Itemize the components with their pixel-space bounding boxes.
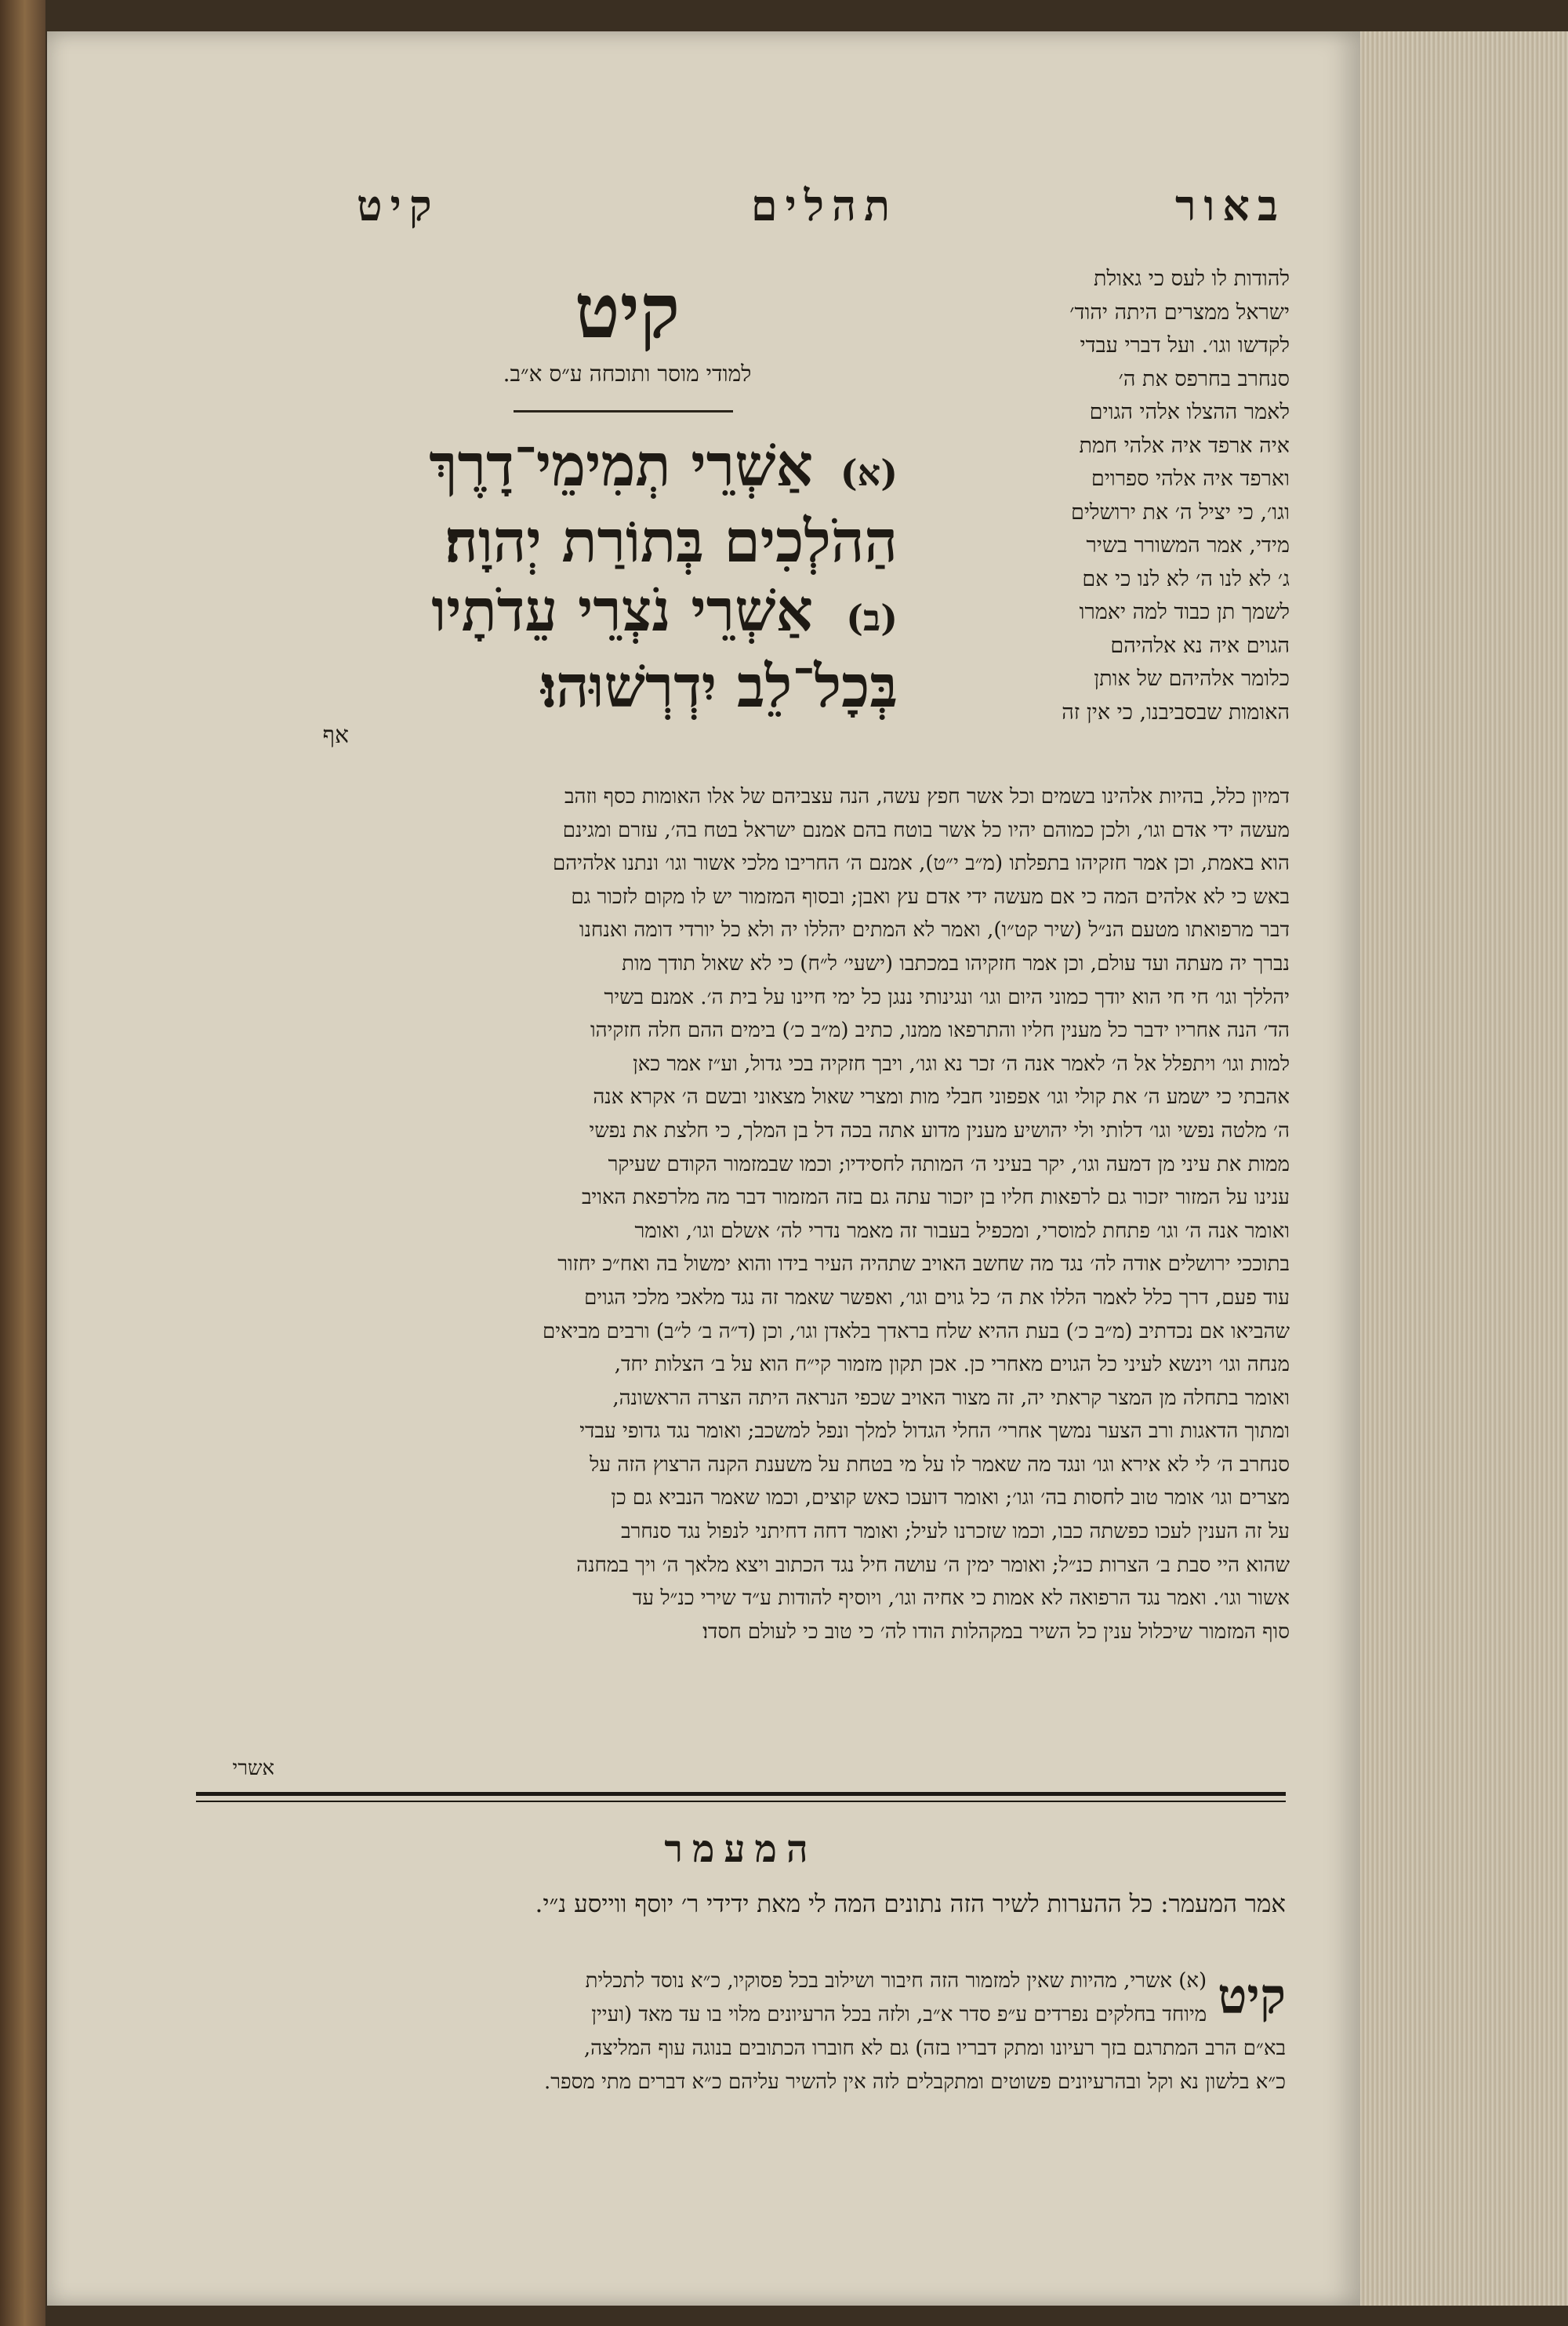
psalm-subtitle: למודי מוסר ותוכחה ע״ס א״ב. (503, 361, 752, 387)
commentary-line: האומות שבסביבנו, כי אין זה (1062, 700, 1290, 725)
commentary-line: וגו׳, כי יציל ה׳ את ירושלים (1070, 500, 1290, 525)
commentary-line: מעשה ידי אדם וגו׳, ולכן כמוהם יהיו כל אשר בוטח בהם אמנם ישראל בטח בה׳, עזרם ומגינם (562, 818, 1290, 842)
commentary-line: לשמך תן כבוד למה יאמרו (1079, 600, 1290, 624)
verse-marker: (ב) (846, 597, 898, 639)
verse-block (357, 431, 898, 721)
commentary-line: נברך יה מעתה ועד עולם, וכן אמר חזקיהו במכתבו (ישעי׳ ל״ח) כי לא שאול תודך מות (622, 951, 1290, 976)
editor-first-lines (196, 1964, 1207, 2032)
commentary-line: באש כי לא אלהים המה כי אם מעשה ידי אדם עץ ואבן; ובסוף המזמור יש לו מקום לזכור גם (571, 885, 1290, 909)
commentary-line: ומתוך הדאגות ורב הצער נמשך אחרי׳ החלי הגדול למלך ונפל למשכב; ואומר נגד גדופי עבדי (579, 1419, 1290, 1444)
commentary-line: סנחרב בחרפס את ה׳ (1118, 366, 1290, 391)
editor-line: מיוחד בחלקים נפרדים ע״פ סדר א״ב, ולזה בכל הרעיונים מלוי בו עד מאד (ועיין (591, 2003, 1207, 2026)
commentary-line: הגוים איה נא אלהיהם (1110, 633, 1290, 658)
verse-catchword: אף (322, 721, 349, 749)
book-spine-edge (0, 0, 45, 2326)
editor-intro: אמר המעמר: כל ההערות לשיר הזה נתונים המה לי מאת ידידי ר׳ יוסף ווייסע נ״י. (535, 1890, 1286, 1918)
editor-notes (196, 1964, 1286, 2099)
commentary-line: אהבתי כי ישמע ה׳ את קולי וגו׳ אפפוני חבלי מות ומצרי שאול מצאוני ובשם ה׳ אקרא אנה (593, 1085, 1290, 1110)
commentary-line: לאמר ההצלו אלהי הגוים (1089, 400, 1290, 424)
verse-text: אַשְׁרֵי נֹצְרֵי עֵדֹתָיו (431, 577, 813, 645)
verse-line (357, 652, 898, 721)
page-stack-edge (1356, 31, 1568, 2306)
commentary-line: לקדשו וגו׳. ועל דברי עבדי (1080, 333, 1290, 358)
commentary-line: מידי, אמר המשורר בשיר (1086, 533, 1290, 558)
commentary-line: יהללך וגו׳ חי חי הוא יודך כמוני היום וגו׳ ונגינותי ננגן כל ימי חיינו על בית ה׳. אמנם בשיר (604, 985, 1290, 1009)
verse-text: אַשְׁרֵי תְמִימֵי־דָרֶךְ (429, 432, 813, 500)
commentary-column (1000, 263, 1290, 729)
commentary-line: דמיון כלל, בהיות אלהינו בשמים וכל אשר חפץ עשה, הנה עצביהם של אלו האומות כסף וזהב (564, 785, 1290, 809)
commentary-line: הד׳ הנה אחריו ידבר כל מענין חליו והתרפאו ממנו, כתיב (מ״ב כ׳) בימים ההם חלה חזקיהו (590, 1019, 1290, 1043)
verse-line (357, 576, 898, 652)
commentary-line: ואומר בתחלה מן המצר קראתי יה, זה מצור האויב שכפי הנראה היתה הצרה הראשונה, (612, 1386, 1290, 1410)
commentary-line: ואומר אנה ה׳ וגו׳ פתחת למוסרי, ומכפיל בעבור זה מאמר נדרי לה׳ אשלם וגו׳, ואומר (634, 1219, 1290, 1243)
verse-text: הַהֹלְכִים בְּתוֹרַת יְהוָה׃ (445, 508, 898, 576)
commentary-line: ה׳ מלטה נפשי וגו׳ דלותי ולי יהושיע מענין מדוע אתה בכה דל בן המלך, כי חלצת את נפשי (589, 1118, 1290, 1143)
commentary-line: שהוא היי סבת ב׳ הצרות כנ״ל; ואומר ימין ה׳ עושה חיל נגד הכתוב ויצא מלאך ה׳ ויך במחנה (576, 1553, 1290, 1577)
verse-marker: (א) (840, 452, 898, 494)
commentary-line: סנחרב ה׳ לי לא אירא וגו׳ ונגד מה שאמר לו על מי בטחת על משענת הקנה הרצוץ הזה על (590, 1452, 1290, 1477)
psalm-number: קיט (574, 267, 681, 355)
commentary-catchword: אשרי (232, 1757, 274, 1780)
running-title-book: תהלים (750, 180, 898, 231)
editor-line: בא״ם הרב המתרגם בזך רעיונו ומתק דבריו בזה) גם לא חוברו הכתובים בנוגה עוף המליצה, (583, 2037, 1286, 2060)
editor-line: כ״א בלשון נא וקל ובהרעיונים פשוטים ומתקבלים לזה אין להשיר עליהם כ״א דברים מתי מספר. (543, 2070, 1286, 2094)
commentary-line (196, 1648, 1290, 1682)
commentary-line: ישראל ממצרים היתה יהוד׳ (1069, 300, 1290, 325)
verse-line (357, 507, 898, 576)
commentary-line: למות וגו׳ ויתפלל אל ה׳ לאמר אנה ה׳ זכר נא וגו׳, ויבך חזקיה בכי גדול, וע״ז אמר כאן (633, 1052, 1290, 1076)
commentary-line: ענינו על המזור יזכור גם לרפאות חליו בן יזכור עתה גם בזה המזמור דבר מה מלרפאת האויב (582, 1186, 1290, 1210)
commentary-full-width (196, 780, 1290, 1682)
editor-line: (א) אשרי, מהיות שאין למזמור הזה חיבור ושילוב בכל פסוקיו, כ״א נוסד לתכלית (585, 1969, 1207, 1993)
commentary-line: ג׳ לא לנו ה׳ לא לנו כי אם (1082, 566, 1290, 591)
commentary-line: סוף המזמור שיכלול ענין כל השיר במקהלות הודו לה׳ כי טוב כי לעולם חסדו׃ (702, 1619, 1290, 1644)
commentary-line: דבר מרפואתו מטעם הנ״ל (שיר קט״ו), ואמר לא המתים יהללו יה ולא כל יורדי דומה ואנחנו (579, 918, 1290, 943)
commentary-line: ממות את עיני מן דמעה וגו׳, יקר בעיני ה׳ המותה לחסידיו; וכמו שבמזמור הקודם שעיקר (608, 1152, 1290, 1176)
commentary-header: באור (1174, 180, 1286, 231)
book-page (47, 31, 1360, 2306)
commentary-line: שהביאו אם נכדתיב (מ״ב כ׳) בעת ההיא שלח בראדך בלאדן וגו׳, וכן (ד״ה ב׳ ל״ב) ורבים מביאים (543, 1319, 1290, 1343)
commentary-line: על זה הענין לעכו כפשתה כבו, וכמו שזכרנו לעיל; ואומר דחה דחיתני לנפול נגד סנחרב (621, 1520, 1290, 1544)
editor-first-block (196, 1964, 1286, 2032)
section-divider-thick (196, 1792, 1286, 1796)
commentary-line: בתוככי ירושלים אודה לה׳ נגד מה שחשב האויב שתהיה העיר בידו והוא ימשול בה ואח״כ יחזור (557, 1252, 1290, 1277)
commentary-line: להודות לו לעס כי גאולת (1094, 267, 1290, 291)
commentary-line: עוד פעם, דרך כלל לאמר הללו את ה׳ כל גוים וגו׳, ואפשר שאמר זה נגד מלאכי מלכי הגוים (584, 1285, 1290, 1310)
commentary-line: מנחה וגו׳ וינשא לעיני כל הגוים מאחרי כן. אכן תקון מזמור קי״ח הוא על ב׳ הצלות יחד, (614, 1353, 1290, 1377)
verse-text: בְּכָל־לֵב יִדְרְשׁוּהוּ׃ (541, 653, 898, 721)
running-title (357, 180, 898, 231)
commentary-line: איה ארפד איה אלהי חמת (1079, 433, 1290, 458)
section-divider-thin (196, 1801, 1286, 1802)
commentary-line: כלומר אלהיהם של אותן (1094, 667, 1290, 691)
verse-line (357, 431, 898, 507)
running-title-chapter: קיט (357, 180, 440, 231)
commentary-line: וארפד איה אלהי ספרוים (1091, 467, 1290, 491)
title-divider (514, 410, 733, 413)
commentary-line: מצרים וגו׳ אומר טוב לחסות בה׳ וגו׳; ואומר דועכו כאש קוצים, וכמו שאמר הנביא גם כן (611, 1486, 1290, 1510)
commentary-line: הוא באמת, וכן אמר חזקיהו בתפלתו (מ״ב י״ט), אמנם ה׳ החריבו מלכי אשור וגו׳ ונתנו אלהיהם (552, 852, 1290, 876)
editor-heading: המעמר (664, 1827, 818, 1871)
commentary-line: אשור וגו׳. ואמר נגד הרפואה לא אמות כי אחיה וגו׳, ויוסיף להודות ע״ד שירי כנ״ל עד (632, 1586, 1290, 1611)
editor-psalm-label: קיט (1218, 1968, 1286, 2025)
